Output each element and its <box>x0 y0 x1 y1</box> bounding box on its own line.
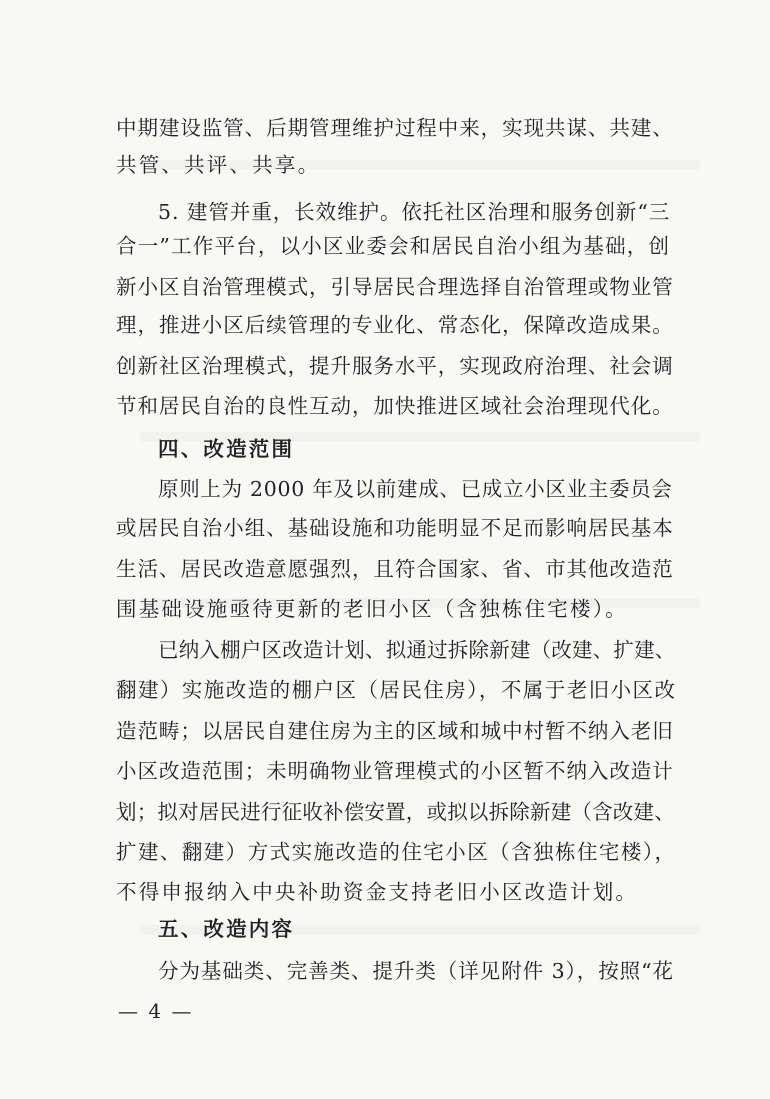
paragraph-line: 生活、居民改造意愿强烈，且符合国家、省、市其他改造范 <box>116 557 674 581</box>
paragraph-line: 翻建）实施改造的棚户区（居民住房），不属于老旧小区改 <box>116 678 677 702</box>
paragraph-line: 小区改造范围；未明确物业管理模式的小区暂不纳入改造计 <box>116 759 674 783</box>
paragraph-line: 围基础设施亟待更新的老旧小区（含独栋住宅楼）。 <box>116 597 628 621</box>
paragraph-line: 新小区自治管理模式，引导居民合理选择自治管理或物业管 <box>116 275 674 299</box>
paragraph-line: 或居民自治小组、基础设施和功能明显不足而影响居民基本 <box>116 516 674 540</box>
paragraph-line: 原则上为 2000 年及以前建成、已成立小区业主委员会 <box>158 477 673 501</box>
paragraph-line: 扩建、翻建）方式实施改造的住宅小区（含独栋住宅楼）， <box>116 840 677 864</box>
paragraph-line: 造范畴；以居民自建住房为主的区域和城中村暂不纳入老旧 <box>116 719 674 743</box>
paragraph-line: 中期建设监管、后期管理维护过程中来，实现共谋、共建、 <box>116 116 674 140</box>
paragraph-line: 划；拟对居民进行征收补偿安置，或拟以拆除新建（含改建、 <box>116 800 675 824</box>
paragraph-line: 分为基础类、完善类、提升类（详见附件 3），按照“花 <box>158 959 674 983</box>
paragraph-line: 5. 建管并重，长效维护。依托社区治理和服务创新“三 <box>158 200 671 224</box>
paragraph-line: 节和居民自治的良性互动，加快推进区域社会治理现代化。 <box>116 394 674 418</box>
paragraph-line: 合一”工作平台，以小区业委会和居民自治小组为基础，创 <box>116 234 671 258</box>
paragraph-line: 已纳入棚户区改造计划、拟通过拆除新建（改建、扩建、 <box>158 638 676 662</box>
paragraph-line: 理，推进小区后续管理的专业化、常态化，保障改造成果。 <box>116 313 674 337</box>
paragraph-line: 共管、共评、共享。 <box>116 153 321 177</box>
page-number: — 4 — <box>118 999 194 1023</box>
section-heading-scope: 四、改造范围 <box>158 437 295 461</box>
paragraph-line: 创新社区治理模式，提升服务水平，实现政府治理、社会调 <box>116 354 674 378</box>
paragraph-line: 不得申报纳入中央补助资金支持老旧小区改造计划。 <box>116 880 639 904</box>
section-heading-content: 五、改造内容 <box>158 917 295 941</box>
